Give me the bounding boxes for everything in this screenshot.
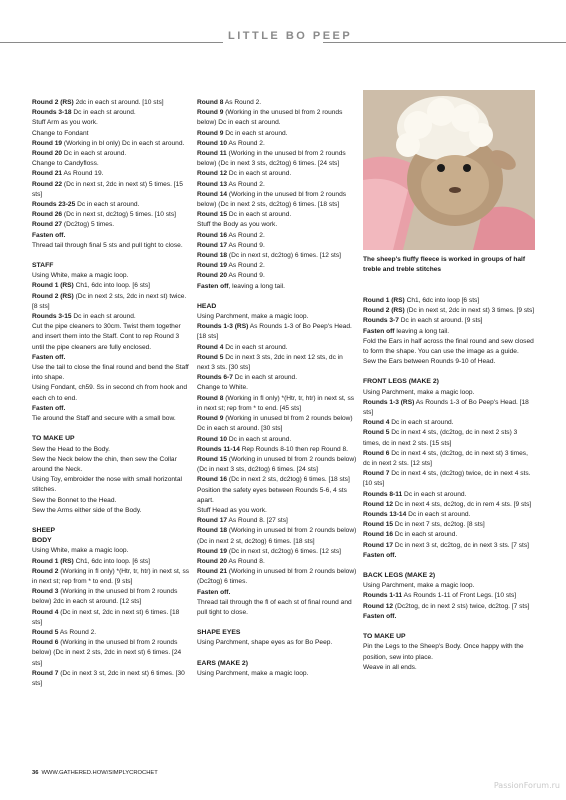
- text-line: Fasten off.: [32, 231, 66, 239]
- header-rule-right: [323, 42, 566, 43]
- section-heading-staff: STAFF: [32, 262, 54, 270]
- text-line: Round 16 Dc in each st around.: [363, 531, 458, 539]
- sheep-illustration: [363, 90, 535, 250]
- footer-url[interactable]: WWW.GATHERED.HOW/SIMPLYCROCHET: [41, 770, 158, 776]
- text-line: Change to White.: [197, 384, 248, 392]
- text-line: Tie around the Staff and secure with a small bow.: [32, 415, 176, 423]
- text-line: Change to Fondant: [32, 129, 89, 137]
- text-line: Sew the Bonnet to the Head.: [32, 496, 117, 504]
- text-line: Using Parchment, shape eyes as for Bo Peep.: [197, 639, 333, 647]
- text-line: Round 15 Dc in each st around.: [197, 211, 292, 219]
- text-line: Fasten off leaving a long tail.: [363, 327, 450, 335]
- text-line: Round 5 Dc in next 3 sts, 2dc in next 12 sts, dc in next 3 sts. [30 sts]: [197, 353, 343, 372]
- text-line: Round 14 (Working in the unused bl from 2 rounds below) (Dc in next 2 sts, dc2tog) 6 times. [18 sts]: [197, 190, 347, 209]
- text-line: Sew the Ears between Rounds 9-10 of Head.: [363, 358, 496, 366]
- text-line: Fasten off.: [363, 612, 397, 620]
- text-line: Pin the Legs to the Sheep's Body. Once happy with the position, sew into place.: [363, 643, 524, 661]
- section-heading-head: HEAD: [197, 302, 217, 310]
- text-line: Round 8 As Round 2.: [197, 99, 262, 106]
- text-line: Round 27 (Dc2tog) 5 times.: [32, 221, 115, 229]
- header-rule-left: [0, 42, 223, 43]
- text-line: Fasten off, leaving a long tail.: [197, 282, 285, 290]
- text-line: Using Parchment, make a magic loop.: [363, 582, 475, 590]
- text-line: Rounds 1-3 (RS) As Rounds 1-3 of Bo Peep's Head. [18 sts]: [197, 323, 352, 341]
- section-heading-ears: EARS (MAKE 2): [197, 659, 248, 667]
- text-line: Change to Candyfloss.: [32, 160, 99, 168]
- text-line: Round 9 (Working in unused bl from 2 rounds below) Dc in each st around. [30 sts]: [197, 415, 353, 433]
- text-line: Round 10 As Round 2.: [197, 139, 265, 147]
- page-header-title: LITTLE BO PEEP: [228, 30, 353, 42]
- column-1: [32, 98, 190, 689]
- text-line: Round 5 Dc in next 4 sts, (dc2tog, dc in next 2 sts) 3 times, dc in next 2 sts. [15 sts]: [363, 429, 518, 447]
- section-heading-shape-eyes: SHAPE EYES: [197, 629, 241, 637]
- text-line: Fasten off.: [197, 588, 231, 596]
- text-line: Round 15 (Working in unused bl from 2 rounds below) (Dc in next 3 sts, dc2tog) 6 times. [24 sts]: [197, 455, 357, 474]
- text-line: Using Parchment, make a magic loop.: [197, 313, 309, 321]
- sheep-photo: [363, 90, 535, 250]
- text-line: Round 19 As Round 2.: [197, 262, 265, 270]
- text-line: Round 17 Dc in next 3 st, dc2tog, dc in next 3 sts. [7 sts]: [363, 541, 530, 549]
- text-line: Round 7 (Dc in next 3 st, 2dc in next st) 6 times. [30 sts]: [32, 669, 185, 687]
- text-line: Round 17 As Round 8. [27 sts]: [197, 517, 288, 525]
- text-line: Rounds 1-3 (RS) As Rounds 1-3 of Bo Peep's Head. [18 sts]: [363, 398, 529, 417]
- text-line: Round 13 As Round 2.: [197, 180, 265, 188]
- text-line: Sew the Head to the Body.: [32, 445, 110, 453]
- text-line: Round 12 Dc in each st around.: [197, 170, 292, 178]
- text-line: Round 4 Dc in each st around.: [197, 343, 288, 351]
- section-heading-body: BODY: [32, 537, 52, 545]
- text-line: Using Parchment, make a magic loop.: [363, 388, 475, 396]
- section-heading-sheep: SHEEP: [32, 526, 56, 534]
- section-heading-to-make-up: TO MAKE UP: [32, 435, 75, 443]
- text-line: Weave in all ends.: [363, 663, 417, 671]
- text-line: Round 2 (Working in fl only) *(Htr, tr, htr) in next st, ss in next st; rep from * to end. [9 sts]: [32, 567, 190, 585]
- text-line: Round 21 (Working in unused bl from 2 rounds below) (Dc2tog) 6 times.: [197, 568, 357, 586]
- text-line: Round 1 (RS) Ch1, 6dc into loop. [6 sts]: [32, 557, 151, 565]
- text-line: Cut the pipe cleaners to 30cm. Twist them together and insert them into the Staff. Cont to rep Round 3 until the pipe cleaners are fully enclosed.: [32, 323, 181, 351]
- text-line: Round 1 (RS) Ch1, 6dc into loop. [6 sts]: [32, 282, 151, 290]
- text-line: Fasten off.: [32, 353, 66, 361]
- text-line: Round 18 (Working in unused bl from 2 rounds below) (Dc in next 2 st, dc2tog) 6 times. [18 sts]: [197, 527, 357, 545]
- text-line: Round 6 Dc in next 4 sts, (dc2tog, dc in next st) 3 times, dc in next 2 sts. [12 sts]: [363, 449, 528, 468]
- text-line: Using White, make a magic loop.: [32, 272, 129, 280]
- text-line: Round 1 (RS) Ch1, 6dc into loop [6 sts]: [363, 297, 480, 304]
- text-line: Round 22 (Dc in next st, 2dc in next st) 5 times. [15 sts]: [32, 180, 183, 198]
- text-line: Using Toy, embroider the nose with small horizontal stitches.: [32, 476, 183, 494]
- text-line: Round 9 (Working in the unused bl from 2 rounds below) Dc in each st around.: [197, 109, 343, 127]
- text-line: Thread tail through final 5 sts and pull tight to close.: [32, 241, 183, 249]
- text-line: Fasten off.: [32, 404, 66, 412]
- text-line: Round 20 Dc in each st around.: [32, 150, 127, 158]
- text-line: Round 11 (Working in the unused bl from 2 rounds below) (Dc in next 3 sts, dc2tog) 6 times. [24 sts]: [197, 150, 346, 168]
- text-line: Rounds 11-14 Rep Rounds 8-10 then rep Round 8.: [197, 445, 349, 453]
- text-line: Round 2 (RS) 2dc in each st around. [10 sts]: [32, 99, 164, 106]
- text-line: Sew the Arms either side of the Body.: [32, 506, 142, 514]
- text-line: Round 2 (RS) (Dc in next st, 2dc in next st) 3 times. [9 sts]: [363, 307, 535, 315]
- watermark: PassionForum.ru: [493, 781, 560, 790]
- photo-caption: The sheep's fluffy fleece is worked in groups of half treble and treble stitches: [363, 256, 526, 273]
- text-line: Round 17 As Round 9.: [197, 241, 265, 249]
- column-2: [197, 98, 357, 679]
- column-3: [363, 296, 535, 673]
- text-line: Round 20 As Round 8.: [197, 557, 265, 565]
- text-line: Round 2 (RS) (Dc in next 2 sts, 2dc in next st) twice. [8 sts]: [32, 292, 187, 310]
- text-line: Rounds 13-14 Dc in each st around.: [363, 511, 471, 519]
- page-footer: [32, 770, 158, 776]
- text-line: Round 8 (Working in fl only) *(Htr, tr, htr) in next st, ss in next st; rep from * to end. [45 sts]: [197, 394, 355, 412]
- text-line: Rounds 3-7 Dc in each st around. [9 sts]: [363, 317, 483, 325]
- text-line: Round 6 (Working in the unused bl from 2 rounds below) (Dc in next 2 sts, 2dc in next st) 6 times. [24 sts]: [32, 639, 182, 667]
- text-line: Round 7 Dc in next 4 sts, (dc2tog) twice, dc in next 4 sts. [10 sts]: [363, 470, 531, 488]
- text-line: Round 3 (Working in the unused bl from 2 rounds below) 2dc in each st around. [12 sts]: [32, 588, 178, 606]
- text-line: Stuff the Body as you work.: [197, 221, 278, 229]
- section-heading-front-legs: FRONT LEGS (MAKE 2): [363, 378, 439, 386]
- section-heading-to-make-up-sheep: TO MAKE UP: [363, 633, 406, 641]
- text-line: Round 16 As Round 2.: [197, 231, 265, 239]
- text-line: Using Parchment, make a magic loop.: [197, 669, 309, 677]
- text-line: Round 9 Dc in each st around.: [197, 129, 288, 137]
- text-line: Position the safety eyes between Rounds 5-6, 4 sts apart.: [197, 486, 347, 504]
- text-line: Round 12 (Dc2tog, dc in next 2 sts) twice, dc2tog. [7 sts]: [363, 602, 530, 610]
- text-line: Round 10 Dc in each st around.: [197, 435, 292, 443]
- page-number: 36: [32, 770, 39, 776]
- text-line: Round 4 (Dc in next st, 2dc in next st) 6 times. [18 sts]: [32, 608, 180, 626]
- text-line: Round 15 Dc in next 7 sts, dc2tog. [8 sts]: [363, 521, 485, 529]
- text-line: Round 20 As Round 9.: [197, 272, 265, 280]
- text-line: Rounds 1-11 As Rounds 1-11 of Front Legs. [10 sts]: [363, 592, 517, 600]
- text-line: Use the tail to close the final round and bend the Staff into shape.: [32, 364, 189, 382]
- text-line: Using White, make a magic loop.: [32, 547, 129, 555]
- text-line: Sew the Neck below the chin, then sew the Collar around the Neck.: [32, 455, 177, 473]
- text-line: Stuff Arm as you work.: [32, 119, 98, 127]
- text-line: Rounds 3-15 Dc in each st around.: [32, 313, 136, 321]
- text-line: Fasten off.: [363, 551, 397, 559]
- text-line: Round 19 (Working in bl only) Dc in each st around.: [32, 139, 185, 147]
- text-line: Fold the Ears in half across the final round and sew closed to form the shape. You can use the image as a guide.: [363, 337, 534, 356]
- text-line: Stuff Head as you work.: [197, 506, 267, 514]
- text-line: Round 21 As Round 19.: [32, 170, 104, 178]
- text-line: Rounds 6-7 Dc in each st around.: [197, 374, 298, 382]
- text-line: Rounds 8-11 Dc in each st around.: [363, 490, 467, 498]
- text-line: Round 16 (Dc in next 2 sts, dc2tog) 6 times. [18 sts]: [197, 476, 350, 484]
- section-heading-back-legs: BACK LEGS (MAKE 2): [363, 572, 436, 580]
- text-line: Rounds 23-25 Dc in each st around.: [32, 201, 140, 209]
- text-line: Round 26 (Dc in next st, dc2tog) 5 times. [10 sts]: [32, 211, 177, 219]
- text-line: Using Fondant, ch59. Ss in second ch from hook and each ch to end.: [32, 384, 188, 402]
- text-line: Round 18 (Dc in next st, dc2tog) 6 times. [12 sts]: [197, 252, 342, 260]
- text-line: Round 4 Dc in each st around.: [363, 419, 454, 427]
- text-line: Round 5 As Round 2.: [32, 628, 97, 636]
- text-line: Thread tail through the fl of each st of final round and pull tight to close.: [197, 598, 352, 616]
- text-line: Round 19 (Dc in next st, dc2tog) 6 times. [12 sts]: [197, 547, 342, 555]
- text-line: Rounds 3-18 Dc in each st around.: [32, 109, 136, 117]
- text-line: Round 12 Dc in next 4 sts, dc2tog, dc in rem 4 sts. [9 sts]: [363, 500, 532, 508]
